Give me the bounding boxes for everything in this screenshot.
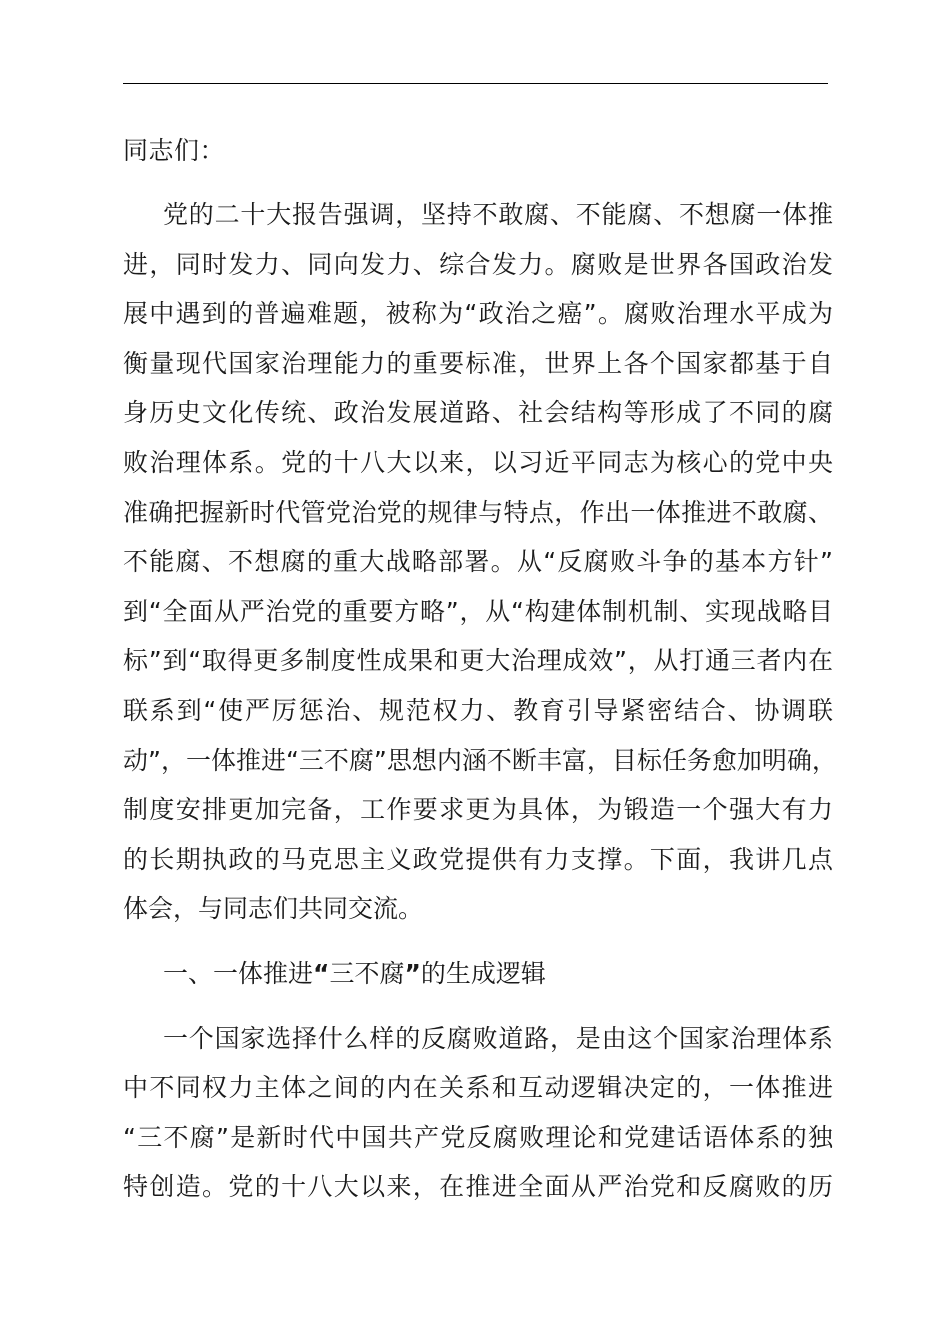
text-line: 准确把握新时代管党治党的规律与特点，作出一体推进不敢腐、	[123, 497, 833, 527]
text-line: 中不同权力主体之间的内在关系和互动逻辑决定的，一体推进	[123, 1073, 833, 1103]
section-heading	[123, 949, 833, 999]
text-line: 进，同时发力、同向发力、综合发力。腐败是世界各国政治发	[123, 249, 833, 279]
text-line: 体会，与同志们共同交流。	[123, 894, 424, 924]
text-line: 一个国家选择什么样的反腐败道路，是由这个国家治理体系	[163, 1023, 833, 1053]
text-line: 身历史文化传统、政治发展道路、社会结构等形成了不同的腐	[123, 398, 833, 428]
header-rule	[123, 83, 828, 84]
text-line: 展中遇到的普遍难题，被称为“政治之癌”。腐败治理水平成为	[123, 299, 833, 329]
text-line: 特创造。党的十八大以来，在推进全面从严治党和反腐败的历	[123, 1172, 833, 1202]
heading-keyword: 三不腐	[329, 958, 405, 988]
text-line: 标”到“取得更多制度性成果和更大治理成效”，从打通三者内在	[123, 646, 833, 676]
paragraph-intro	[123, 190, 837, 934]
text-line: 不能腐、不想腐的重大战略部署。从“反腐败斗争的基本方针”	[123, 547, 833, 577]
text-line: 联系到“使严厉惩治、规范权力、教育引导紧密结合、协调联	[123, 695, 833, 725]
heading-suffix: 的生成逻辑	[420, 958, 546, 988]
text-line: 动”，一体推进“三不腐”思想内涵不断丰富，目标任务愈加明确，	[123, 745, 837, 775]
text-line: 制度安排更加完备，工作要求更为具体，为锻造一个强大有力	[123, 795, 833, 825]
text-line: 败治理体系。党的十八大以来，以习近平同志为核心的党中央	[123, 447, 833, 477]
text-line: 衡量现代国家治理能力的重要标准，世界上各个国家都基于自	[123, 348, 833, 378]
document-body	[123, 127, 837, 1227]
heading-prefix: 一、一体推进	[163, 958, 314, 988]
paragraph-section-one	[123, 1014, 833, 1212]
text-line: 到“全面从严治党的重要方略”，从“构建体制机制、实现战略目	[123, 596, 833, 626]
text-line: 的长期执政的马克思主义政党提供有力支撑。下面，我讲几点	[123, 844, 833, 874]
text-line: “三不腐”是新时代中国共产党反腐败理论和党建话语体系的独	[123, 1122, 833, 1152]
heading-open-quote: “	[313, 958, 330, 988]
salutation: 同志们：	[123, 136, 226, 165]
text-line: 党的二十大报告强调，坚持不敢腐、不能腐、不想腐一体推	[163, 200, 833, 229]
heading-close-quote: ”	[404, 958, 421, 988]
